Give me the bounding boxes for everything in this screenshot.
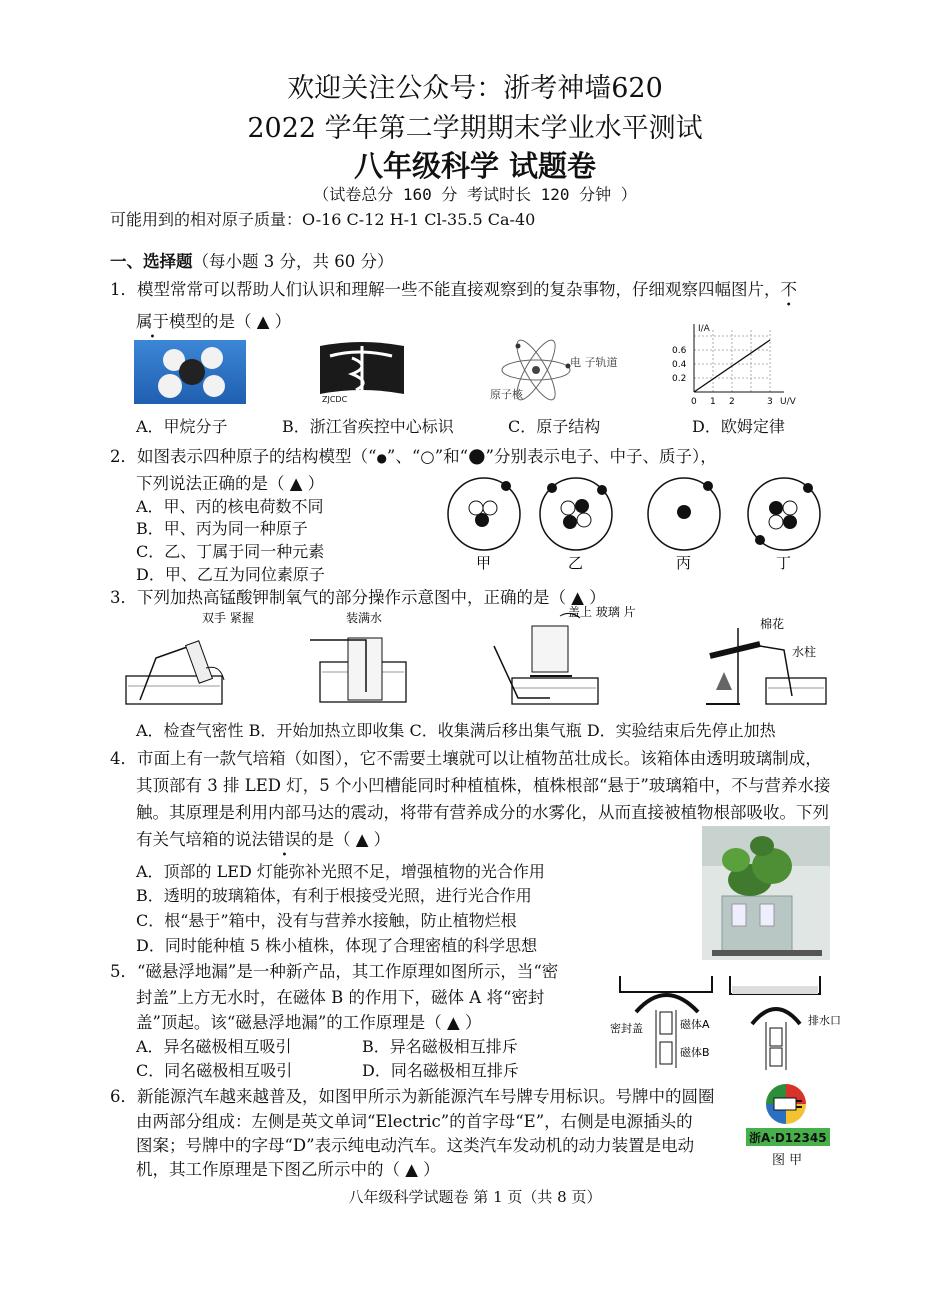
- q5-label: 磁体B: [680, 1046, 710, 1059]
- q4-option-d[interactable]: D．同时能种植 5 株小植株，体现了合理密植的科学思想: [136, 936, 538, 955]
- q1-stem-b: 不: [780, 280, 797, 299]
- q2-stem-c: ”和“: [434, 447, 469, 466]
- q5-label: 磁体A: [680, 1018, 710, 1031]
- section-heading: [110, 248, 393, 272]
- q5-option-c[interactable]: C．同名磁极相互吸引: [136, 1061, 293, 1080]
- q3-label: 棉花: [760, 617, 785, 631]
- q2-stem-line2: 下列说法正确的是（ ▲ ）: [136, 474, 325, 493]
- section-title: 一、选择题: [110, 252, 193, 271]
- graph-xtick: 0: [691, 397, 697, 407]
- graph-ytick: 0.6: [672, 346, 687, 356]
- graph-xlabel: U/V: [780, 397, 796, 407]
- q1-stem-line1: [110, 276, 797, 300]
- atom-label: 丙: [676, 554, 692, 572]
- q3-label: 水柱: [792, 645, 817, 659]
- q2-option-d[interactable]: D．甲、乙互为同位素原子: [136, 565, 325, 584]
- q4-stem-line2: 其顶部有 3 排 LED 灯，5 个小凹槽能同时种植植株，植株根部“悬于”玻璃箱中，不与营养水接: [136, 776, 831, 795]
- q4-stem-emph: 错误: [268, 830, 301, 849]
- q1-stem-emph: 属于: [136, 312, 169, 331]
- atom-label: 丁: [776, 554, 792, 572]
- q6-stem-line3: 图案；号牌中的字母“D”表示纯电动汽车。这类汽车发动机的动力装置是电动: [136, 1136, 695, 1155]
- graph-xtick: 1: [710, 397, 716, 407]
- graph-ylabel: I/A: [698, 324, 710, 334]
- q4-option-a[interactable]: A．顶部的 LED 灯能弥补光照不足，增强植物的光合作用: [136, 862, 545, 881]
- q1-option-a[interactable]: A．甲烷分子: [136, 417, 228, 436]
- q2-stem-line1: [110, 443, 717, 467]
- q3-stem: 3．下列加热高锰酸钾制氧气的部分操作示意图中，正确的是（ ▲ ）: [110, 588, 606, 607]
- graph-xtick: 2: [729, 397, 735, 407]
- license-plate-text: 浙A·D12345: [749, 1131, 827, 1145]
- figure-caption: 图 甲: [772, 1153, 803, 1168]
- graph-xtick: 3: [767, 397, 773, 407]
- q4-stem-a: 有关气培箱的说法: [136, 830, 268, 849]
- q6-stem-line1: 6．新能源汽车越来越普及，如图甲所示为新能源汽车号牌专用标识。号牌中的圆圈: [110, 1087, 715, 1106]
- ev-plate-figure: [744, 1078, 834, 1168]
- q5-stem-line1: 5．“磁悬浮地漏”是一种新产品，其工作原理如图所示，当“密: [110, 962, 559, 981]
- proton-symbol: ●: [468, 443, 486, 467]
- q1-option-c[interactable]: C．原子结构: [508, 417, 601, 436]
- nucleus-label: 原子核: [490, 388, 523, 401]
- q2-stem-b: ”、“: [386, 447, 421, 466]
- q5-option-b[interactable]: B．异名磁极相互排斥: [362, 1037, 518, 1056]
- oxygen-apparatus-figure: [120, 606, 840, 710]
- q3-label: 盖上 玻璃 片: [568, 606, 636, 619]
- atom-structure-image: [488, 338, 638, 404]
- q2-option-b[interactable]: B．甲、丙为同一种原子: [136, 519, 308, 538]
- q1-stem-c: 模型的是（ ▲ ）: [169, 312, 292, 331]
- atom-label: 乙: [568, 554, 584, 572]
- q4-stem-line4: [136, 826, 390, 850]
- q5-stem-line3: 盖”顶起。该“磁悬浮地漏”的工作原理是（ ▲ ）: [136, 1013, 482, 1032]
- page-title: 八年级科学 试题卷: [353, 149, 597, 183]
- atom-label: 甲: [476, 554, 492, 572]
- atom-models-figure: [440, 476, 850, 576]
- q2-stem-a: 2．如图表示四种原子的结构模型（“: [110, 447, 377, 466]
- logo-text: ZJCDC: [322, 395, 348, 404]
- q6-stem-line4: 机，其工作原理是下图乙所示中的（ ▲ ）: [136, 1160, 440, 1179]
- q4-stem-line3: 触。其原理是利用内部马达的震动，将带有营养成分的水雾化，从而直接被植物根部吸收。下列: [136, 803, 829, 822]
- q2-option-a[interactable]: A．甲、丙的核电荷数不同: [136, 497, 324, 516]
- ohm-law-graph: [666, 322, 816, 408]
- zjcdc-logo-image: [312, 338, 412, 404]
- q5-option-a[interactable]: A．异名磁极相互吸引: [136, 1037, 292, 1056]
- q4-option-b[interactable]: B．透明的玻璃箱体，有利于根接受光照，进行光合作用: [136, 886, 532, 905]
- header-line-1: 欢迎关注公众号：浙考神墙620: [287, 73, 663, 104]
- q6-stem-line2: 由两部分组成：左侧是英文单词“Electric”的首字母“E”，右侧是电源插头的: [136, 1112, 693, 1131]
- q1-stem-line2: [136, 308, 291, 332]
- electron-symbol: ●: [376, 451, 387, 465]
- graph-ytick: 0.4: [672, 360, 687, 370]
- atomic-masses: 可能用到的相对原子质量：O-16 C-12 H-1 Cl-35.5 Ca-40: [110, 210, 536, 229]
- q4-stem-line1: 4．市面上有一款气培箱（如图），它不需要土壤就可以让植物茁壮成长。该箱体由透明玻璃制成，: [110, 749, 822, 768]
- q4-option-c[interactable]: C．根“悬于”箱中，没有与营养水接触，防止植物烂根: [136, 911, 517, 930]
- exam-info: （试卷总分 160 分 考试时长 120 分钟 ）: [313, 185, 637, 204]
- q1-stem-a: 1．模型常常可以帮助人们认识和理解一些不能直接观察到的复杂事物，仔细观察四幅图片，: [110, 280, 781, 299]
- header-line-2: 2022 学年第二学期期末学业水平测试: [247, 113, 703, 144]
- neutron-symbol: ○: [420, 447, 435, 466]
- orbit-label: 电 子轨道: [570, 356, 618, 369]
- q5-option-d[interactable]: D．同名磁极相互排斥: [362, 1061, 519, 1080]
- q1-option-d[interactable]: D．欧姆定律: [692, 417, 785, 436]
- q2-stem-d: ”分别表示电子、中子、质子），: [485, 447, 717, 466]
- aeroponic-box-photo: [702, 826, 830, 960]
- q5-label: 排水口: [808, 1014, 841, 1027]
- page-footer: 八年级科学试题卷 第 1 页（共 8 页）: [348, 1188, 602, 1206]
- maglev-drain-figure: [606, 972, 856, 1072]
- q3-label: 装满水: [346, 611, 383, 625]
- q5-label: 密封盖: [610, 1022, 643, 1035]
- q5-stem-line2: 封盖”上方无水时，在磁体 B 的作用下，磁体 A 将“密封: [136, 988, 545, 1007]
- methane-molecule-image: [134, 340, 246, 404]
- q3-options[interactable]: A．检查气密性 B．开始加热立即收集 C．收集满后移出集气瓶 D．实验结束后先停止加热: [136, 721, 776, 740]
- section-note: （每小题 3 分，共 60 分）: [192, 252, 394, 271]
- q2-option-c[interactable]: C．乙、丁属于同一种元素: [136, 542, 325, 561]
- q4-stem-c: 的是（ ▲ ）: [301, 830, 391, 849]
- graph-ytick: 0.2: [672, 374, 687, 384]
- q3-label: 双手 紧握: [202, 611, 254, 625]
- q1-option-b[interactable]: B．浙江省疾控中心标识: [282, 417, 454, 436]
